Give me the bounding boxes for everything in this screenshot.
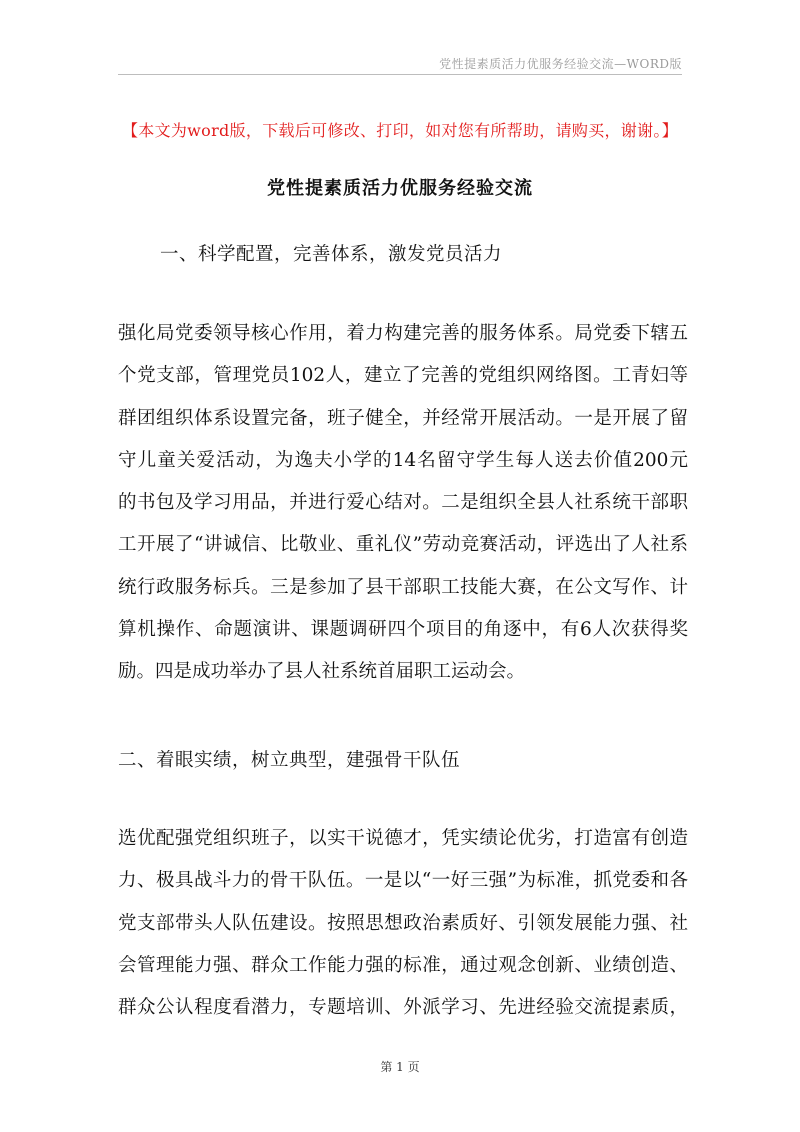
paragraph-line: 强化局党委领导核心作用，着力构建完善的服务体系。局党委下辖五 [118,323,688,344]
paragraph-line: 守儿童关爱活动，为逸夫小学的14名留守学生每人送去价值200元 [118,449,688,471]
section-1-paragraph [118,313,688,694]
paragraph-line: 群众公认程度看潜力，专题培训、外派学习、先进经验交流提素质， [118,997,688,1019]
paragraph-line: 群团组织体系设置完备，班子健全，并经常开展活动。一是开展了留 [118,407,688,429]
paragraph-line: 工开展了“讲诚信、比敬业、重礼仪”劳动竞赛活动，评选出了人社系 [118,534,688,556]
download-notice: 【本文为word版，下载后可修改、打印，如对您有所帮助，请购买，谢谢。】 [121,121,679,140]
paragraph-line: 会管理能力强、群众工作能力强的标准，通过观念创新、业绩创造、 [118,954,688,976]
paragraph-line: 选优配强党组织班子，以实干说德才，凭实绩论优劣，打造富有创造 [118,828,688,849]
header-divider [118,74,682,75]
paragraph-line: 力、极具战斗力的骨干队伍。一是以“一好三强”为标准，抓党委和各 [118,870,688,892]
paragraph-line: 算机操作、命题演讲、课题调研四个项目的角逐中，有6人次获得奖 [118,619,688,641]
document-title: 党性提素质活力优服务经验交流 [267,178,533,199]
section-heading-2: 二、着眼实绩，树立典型，建强骨干队伍 [118,750,461,771]
section-heading-1: 一、科学配置，完善体系，激发党员活力 [160,244,503,265]
page-number: 第 1 页 [380,1060,420,1074]
paragraph-line: 的书包及学习用品，并进行爱心结对。二是组织全县人社系统干部职 [118,492,688,514]
section-2-paragraph [118,818,688,1029]
paragraph-line: 个党支部，管理党员102人，建立了完善的党组织网络图。工青妇等 [118,365,688,387]
paragraph-line: 励。四是成功举办了县人社系统首届职工运动会。 [118,661,526,683]
paragraph-line: 统行政服务标兵。三是参加了县干部职工技能大赛，在公文写作、计 [118,576,688,598]
running-header: 党性提素质活力优服务经验交流—WORD版 [439,57,682,71]
paragraph-line: 党支部带头人队伍建设。按照思想政治素质好、引领发展能力强、社 [118,912,688,934]
